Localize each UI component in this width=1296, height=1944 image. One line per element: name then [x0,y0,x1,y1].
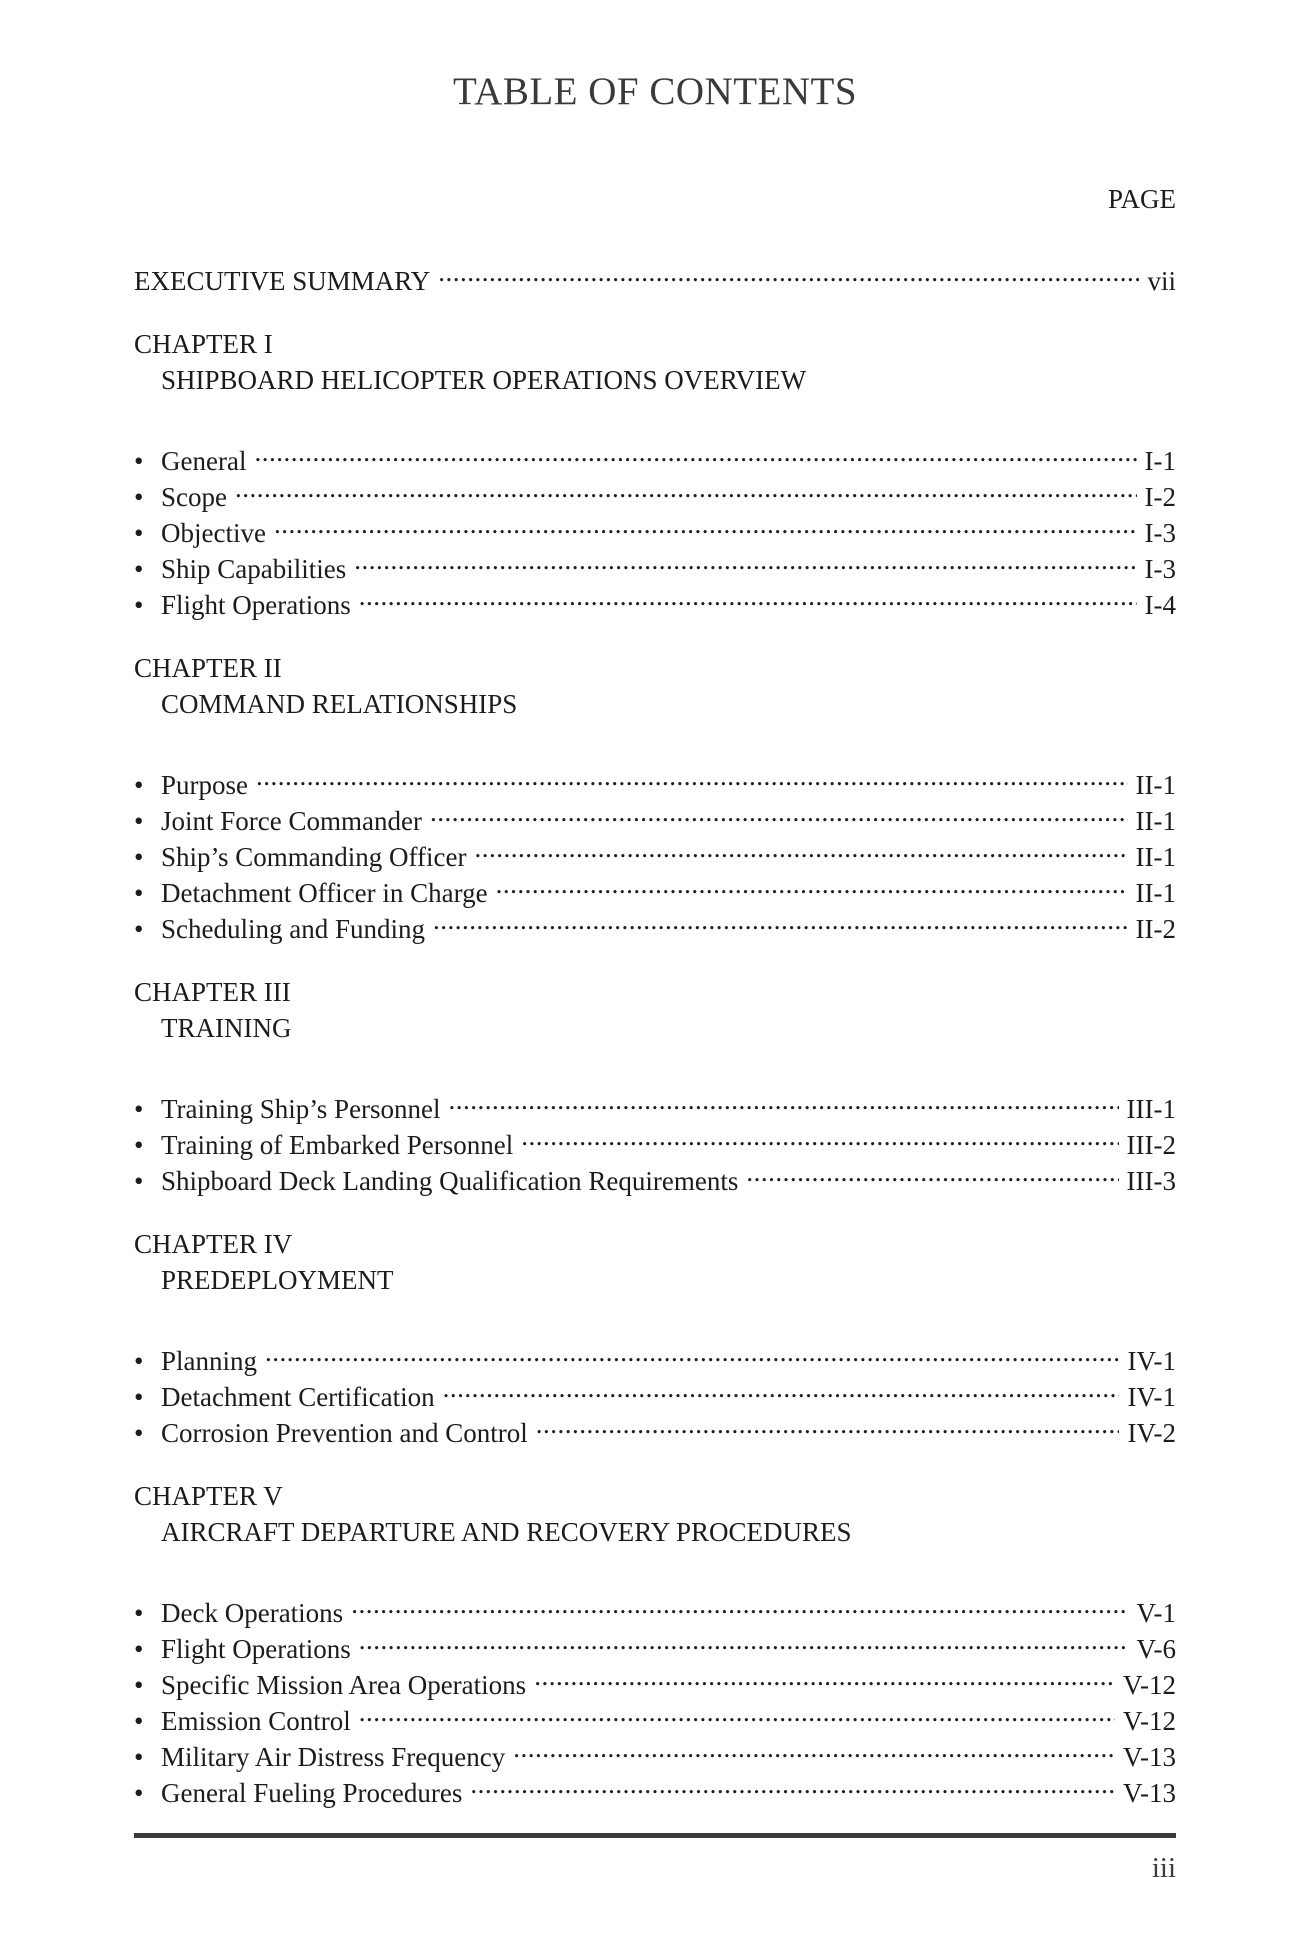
toc-entry-page: I-1 [1144,446,1176,476]
chapter-number: CHAPTER II [134,653,282,683]
chapter-title: SHIPBOARD HELICOPTER OPERATIONS OVERVIEW [161,365,807,395]
toc-entry-label: Detachment Certification [161,1382,435,1412]
bullet: • [134,1778,144,1808]
toc-entry-label: Purpose [161,770,248,800]
toc-entry-label: Scheduling and Funding [161,914,425,944]
toc-entry[interactable] [134,758,1176,800]
bullet: • [134,1742,144,1772]
toc-entry-page: V-6 [1136,1634,1176,1664]
toc-entry-page: V-13 [1122,1778,1176,1808]
toc-entry-page: II-1 [1135,842,1176,872]
toc-entry[interactable] [134,1334,1176,1376]
chapter-title: TRAINING [161,1013,292,1043]
dot-leader [513,1730,1115,1766]
dot-leader [274,506,1137,542]
bullet: • [134,446,144,476]
bullet: • [134,806,144,836]
dot-leader [474,830,1127,866]
chapter-section [134,326,1176,650]
toc-entry[interactable] [134,1586,1176,1628]
dot-leader [521,1118,1118,1154]
toc-entry-label: General [161,446,247,476]
bullet: • [134,1346,144,1376]
document-page [134,0,1176,1944]
toc-entry-label: Ship Capabilities [161,554,347,584]
dot-leader [354,542,1136,578]
toc-entry-label: Training Ship’s Personnel [161,1094,441,1124]
chapter-number: CHAPTER III [134,977,291,1007]
chapter-title: PREDEPLOYMENT [161,1265,394,1295]
bullet: • [134,878,144,908]
toc-entry[interactable] [134,470,1176,512]
toc-entry-label: Ship’s Commanding Officer [161,842,467,872]
footer-page-number: iii [1151,1852,1176,1884]
chapter-number: CHAPTER V [134,1481,283,1511]
dot-leader [536,1406,1120,1442]
toc-entry-label: Shipboard Deck Landing Qualification Requirements [161,1166,739,1196]
toc-entry[interactable] [134,794,1176,836]
bullet: • [134,770,144,800]
chapter-section [134,650,1176,974]
dot-leader [746,1154,1118,1190]
toc-entry-label: General Fueling Procedures [161,1778,463,1808]
toc-entry-label: Planning [161,1346,258,1376]
bullet: • [134,1634,144,1664]
bullet: • [134,590,144,620]
dot-leader [351,1586,1128,1622]
chapter-section [134,1478,1176,1808]
toc-entry-label: Objective [161,518,266,548]
dot-leader [433,902,1128,938]
dot-leader [438,254,1139,290]
toc-entry-page: I-2 [1144,482,1176,512]
bullet: • [134,1418,144,1448]
toc-entry-page: II-1 [1135,770,1176,800]
toc-entry-label: EXECUTIVE SUMMARY [134,266,431,296]
toc-entry-page: II-1 [1135,806,1176,836]
toc-entry-page: III-3 [1126,1166,1176,1196]
dot-leader [449,1082,1119,1118]
toc-entry-label: Military Air Distress Frequency [161,1742,506,1772]
dot-leader [496,866,1128,902]
dot-leader [359,578,1137,614]
toc-entry-page: IV-1 [1127,1346,1176,1376]
bullet: • [134,1598,144,1628]
toc-entry-label: Corrosion Prevention and Control [161,1418,528,1448]
page-column-label: PAGE [1107,184,1176,214]
dot-leader [470,1766,1115,1802]
toc-entry[interactable] [134,1370,1176,1412]
bullet: • [134,482,144,512]
bullet: • [134,1094,144,1124]
toc-entry-page: I-3 [1144,554,1176,584]
toc-entry[interactable] [134,1082,1176,1124]
bullet: • [134,1382,144,1412]
bullet: • [134,1670,144,1700]
toc-entry-page: vii [1147,266,1176,296]
dot-leader [359,1622,1129,1658]
toc-entry-page: V-12 [1122,1670,1176,1700]
toc-entry-label: Detachment Officer in Charge [161,878,488,908]
chapters-list [134,326,1176,1808]
chapter-title: AIRCRAFT DEPARTURE AND RECOVERY PROCEDURES [161,1517,852,1547]
toc-entry-page: V-13 [1122,1742,1176,1772]
toc-entry-label: Specific Mission Area Operations [161,1670,527,1700]
toc-entry-page: V-1 [1136,1598,1176,1628]
table-of-contents [134,254,1176,1808]
chapter-number: CHAPTER I [134,329,273,359]
bullet: • [134,842,144,872]
dot-leader [265,1334,1119,1370]
toc-entry[interactable] [134,542,1176,584]
bullet: • [134,1706,144,1736]
dot-leader [235,470,1137,506]
toc-entry-executive-summary[interactable] [134,254,1176,296]
toc-entry[interactable] [134,434,1176,476]
toc-entry-page: III-1 [1126,1094,1176,1124]
dot-leader [430,794,1128,830]
toc-entry-label: Emission Control [161,1706,351,1736]
page-title: TABLE OF CONTENTS [452,70,858,113]
bullet: • [134,914,144,944]
toc-entry-page: IV-1 [1127,1382,1176,1412]
dot-leader [443,1370,1120,1406]
toc-entry-label: Flight Operations [161,1634,351,1664]
toc-entry-page: III-2 [1126,1130,1176,1160]
toc-entry-label: Deck Operations [161,1598,344,1628]
toc-entry-label: Flight Operations [161,590,351,620]
toc-entry-page: II-1 [1135,878,1176,908]
chapter-title: COMMAND RELATIONSHIPS [161,689,518,719]
toc-entry-label: Training of Embarked Personnel [161,1130,514,1160]
toc-entry-page: II-2 [1135,914,1176,944]
dot-leader [254,434,1136,470]
bullet: • [134,518,144,548]
dot-leader [534,1658,1115,1694]
toc-entry-page: I-4 [1144,590,1176,620]
chapter-section [134,974,1176,1226]
toc-entry[interactable] [134,506,1176,548]
toc-entry-page: I-3 [1144,518,1176,548]
toc-entry-page: V-12 [1122,1706,1176,1736]
bullet: • [134,1130,144,1160]
chapter-number: CHAPTER IV [134,1229,293,1259]
toc-entry-label: Joint Force Commander [161,806,422,836]
dot-leader [359,1694,1115,1730]
chapter-section [134,1226,1176,1478]
toc-entry-label: Scope [161,482,227,512]
footer-rule [134,1833,1176,1838]
bullet: • [134,1166,144,1196]
bullet: • [134,554,144,584]
toc-entry-page: IV-2 [1127,1418,1176,1448]
dot-leader [256,758,1128,794]
